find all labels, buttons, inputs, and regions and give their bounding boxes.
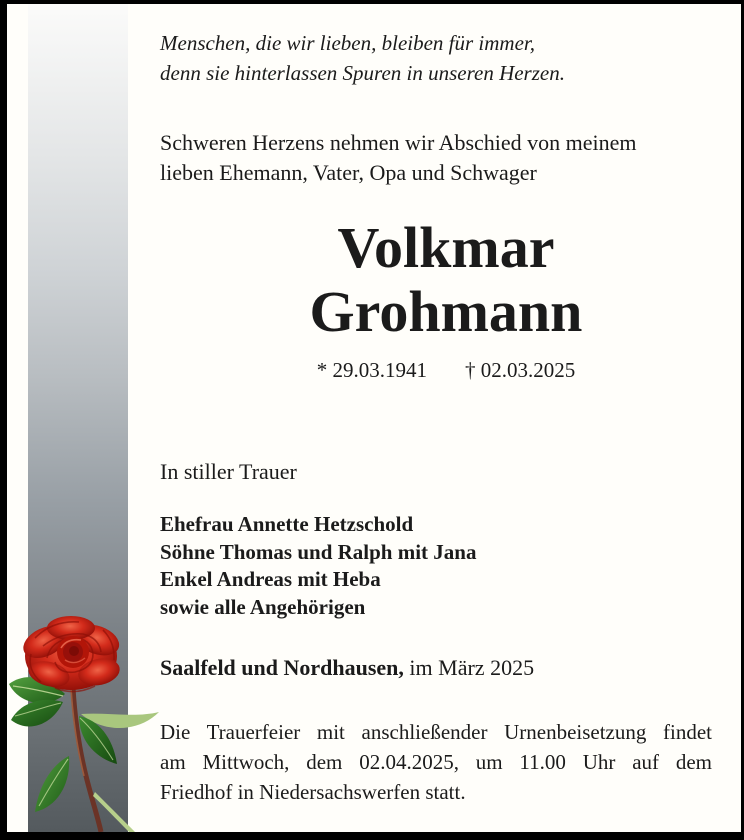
funeral-line: Die Trauerfeier mit anschließender Urnenbeisetzung findet — [160, 720, 712, 744]
deceased-name — [170, 216, 722, 344]
mourning-intro: In stiller Trauer — [160, 459, 297, 484]
place-names: Saalfeld und Nordhausen, — [160, 655, 404, 680]
red-rose-icon — [7, 596, 167, 832]
funeral-info — [160, 717, 712, 807]
intro-text — [160, 128, 712, 188]
mourners-list — [160, 511, 712, 621]
birth-date: * 29.03.1941 — [316, 358, 427, 382]
life-dates — [170, 355, 722, 385]
epigraph — [160, 28, 712, 88]
death-date: † 02.03.2025 — [465, 358, 576, 382]
epigraph-line: Menschen, die wir lieben, bleiben für immer, — [160, 31, 536, 55]
intro-line: Schweren Herzens nehmen wir Abschied von meinem — [160, 130, 637, 155]
deceased-last-name: Grohmann — [309, 279, 583, 344]
mourner-line: Ehefrau Annette Hetzschold — [160, 512, 414, 536]
intro-line: lieben Ehemann, Vater, Opa und Schwager — [160, 160, 537, 185]
mourner-line: Söhne Thomas und Ralph mit Jana — [160, 539, 477, 564]
mourner-line: sowie alle Angehörigen — [160, 594, 366, 619]
place-date-line — [160, 653, 712, 683]
epigraph-line: denn sie hinterlassen Spuren in unseren Herzen. — [160, 61, 565, 85]
notice-paper — [7, 4, 741, 832]
mourner-line: Enkel Andreas mit Heba — [160, 567, 381, 591]
funeral-line: Friedhof in Niedersachswerfen statt. — [160, 780, 466, 804]
month-year: im März 2025 — [403, 655, 535, 680]
deceased-first-name: Volkmar — [337, 215, 555, 280]
funeral-line: am Mittwoch, dem 02.04.2025, um 11.00 Uhr auf dem — [160, 750, 712, 774]
